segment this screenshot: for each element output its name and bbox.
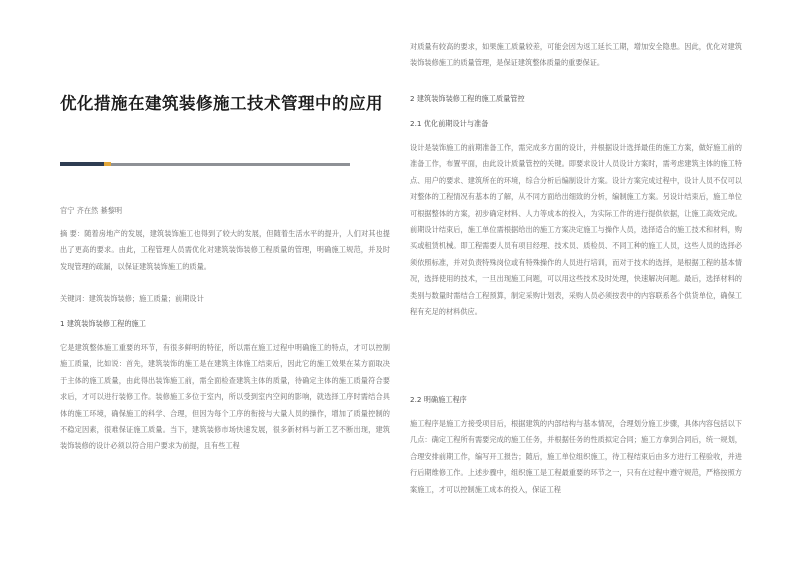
title-rule-navy	[60, 162, 104, 166]
section-1-heading: 1 建筑装饰装修工程的施工	[60, 319, 146, 328]
section-2-2-text: 施工程序是施工方接受项目后，根据建筑的内部结构与基本情况，合理划分施工步骤，具体内容包括以下几点：确定工程所有需要完成的施工任务，并根据任务的性质拟定合同；施工方拿到合同后，统一规划，合理安排前期工作，编写开工报告；随后，施工单位组织施工，待工程结束后由多方进行工程验收，并进行后期维修工作。上述步骤中，组织施工是工程最重要的环节之一，只有在过程中遵守规范，严格按照方案施工，才可以控制施工成本的投入，保证工程	[410, 419, 742, 494]
section-2-2-heading: 2.2 明确施工程序	[410, 395, 467, 404]
paper-title: 优化措施在建筑装修施工技术管理中的应用	[60, 94, 383, 113]
title-rule-gold	[104, 162, 111, 166]
section-1-text: 它是建筑整体施工重要的环节，有很多鲜明的特征，所以需在施工过程中明确施工的特点，才可以控制施工质量，比如说：首先，建筑装饰的施工是在建筑主体施工结束后，因此它的施工效果在某方面取决于主体的施工质量，由此得出装饰施工前，需全面检查建筑主体的质量，待确定主体的施工质量符合要求后，才可以进行装修工作。装修施工多位于室内，所以受到室内空间的影响，就选择工序时需结合具体的施工环境，确保施工的科学、合理，但因为每个工序的衔接与大量人员的操作，增加了质量控制的不稳定因素，很难保证施工质量。当下，建筑装修市场快速发展，很多新材料与新工艺不断出现，建筑装饰装修的设计必须以符合用户要求为前提，且有些工程	[60, 343, 390, 451]
keywords: 关键词：建筑装饰装修；施工质量；前期设计	[60, 294, 204, 303]
section-2-1-heading: 2.1 优化前期设计与准备	[410, 119, 489, 128]
title-rule-gray	[111, 163, 350, 166]
right-column-intro: 对质量有较高的要求，如果施工质量较差，可能会因为返工延长工期，增加安全隐患。因此，优化对建筑装饰装修施工的质量管理，是保证建筑整体质量的重要保证。	[410, 42, 742, 68]
section-2-1-text: 设计是装饰施工的前期准备工作，需完成多方面的设计，并根据设计选择最佳的施工方案，做好施工前的准备工作，布置平面，由此设计质量管控的关键。即要求设计人员设计方案时，需考虑建筑主体的施工特点、用户的要求、建筑所在的环境，综合分析后编制设计方案。设计方案完成过程中，设计人员不仅可以对整体的工程情况有基本的了解，从不同方面给出细致的分析，编制施工方案。另设计结束后，施工单位可根据整体的方案，初步确定材料、人力等成本的投入，为实际工作的进行提供依据，让施工高效完成。前期设计结束后，施工单位需根据给出的施工方案决定施工与操作人员，选择适合的施工技术和材料，购买或租赁机械。即工程需要人员有项目经理、技术员、质检员、不同工种的施工人员，这些人员的选择必须依照标准，并对负责特殊岗位或有特殊操作的人员进行培训，而对于技术的选择，是根据工程的基本情况，选择使用的技术，一旦出现施工问题，可以用这些技术及时处理，快速解决问题。最后，选择材料的类别与数量时需结合工程预算，制定采购计划表，采购人员必须按表中的内容联系各个供货单位，确保工程有充足的材料供应。	[410, 143, 742, 317]
abstract: 摘 要：随着房地产的发展，建筑装饰施工也得到了较大的发展，但随着生活水平的提升，人们对其也提出了更高的要求。由此，工程管理人员需优化对建筑装饰装修工程质量的管理，明确施工规范，并及时发现管理的疏漏，以保证建筑装饰施工的质量。	[60, 229, 390, 271]
section-2-heading: 2 建筑装饰装修工程的施工质量管控	[410, 94, 525, 103]
authors: 官宁 齐在然 綦黎明	[60, 206, 123, 215]
